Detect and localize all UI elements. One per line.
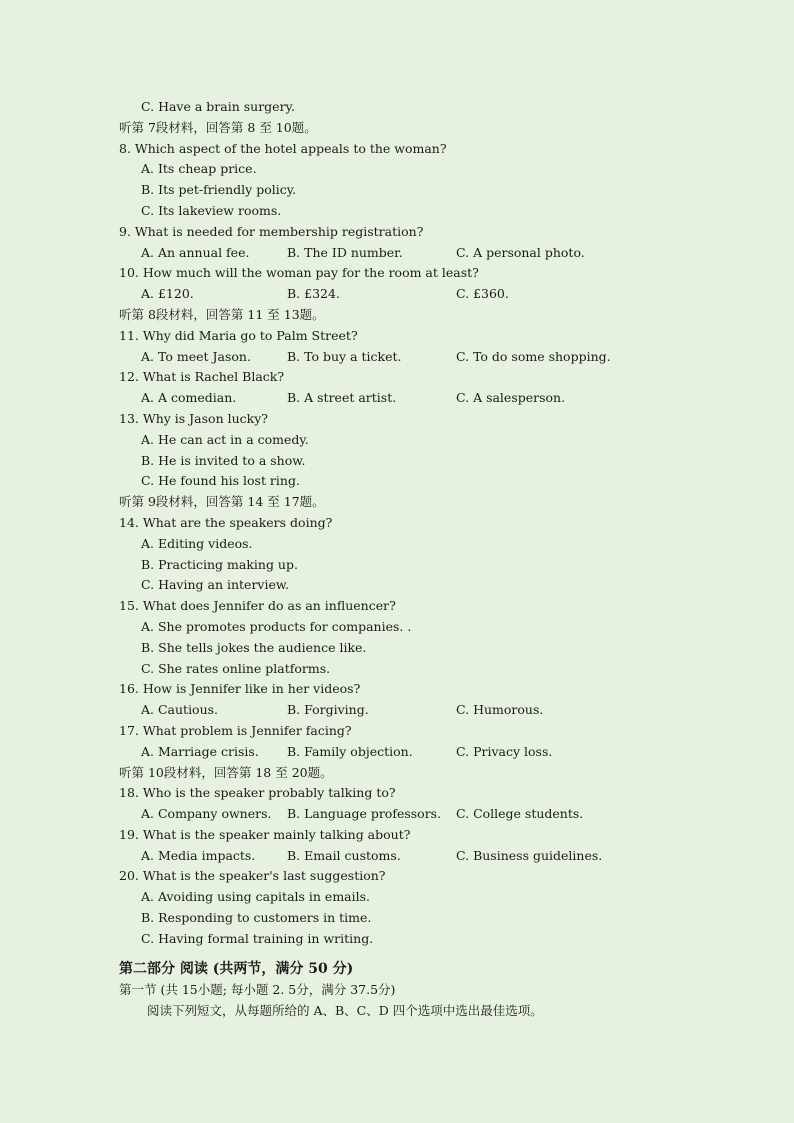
answer-option: C. He found his lost ring.: [141, 473, 300, 489]
option-c: C. A salesperson.: [456, 390, 566, 406]
option-a: A. £120.: [141, 286, 194, 302]
material-heading: 听第 8段材料，回答第 11 至 13题。: [119, 306, 325, 322]
option-b: B. The ID number.: [287, 244, 403, 260]
answer-option: A. He can act in a comedy.: [141, 431, 309, 447]
question-text: 10. How much will the woman pay for the room at least?: [119, 265, 479, 281]
option-b: B. Email customs.: [287, 847, 401, 863]
option-row: [119, 846, 719, 867]
answer-option: A. Editing videos.: [141, 535, 253, 551]
answer-option: C. Having formal training in writing.: [141, 930, 374, 946]
option-c: C. Business guidelines.: [456, 847, 603, 863]
answer-option: A. Avoiding using capitals in emails.: [141, 889, 371, 905]
answer-option: C. She rates online platforms.: [141, 660, 331, 676]
option-b: B. Family objection.: [287, 743, 413, 759]
option-b: B. A street artist.: [287, 390, 397, 406]
reading-section: [119, 958, 719, 1022]
option-b: B. Language professors.: [287, 806, 442, 822]
option-a: A. An annual fee.: [141, 244, 250, 260]
option-c: C. Privacy loss.: [456, 743, 553, 759]
question-text: 19. What is the speaker mainly talking about?: [119, 826, 411, 842]
option-a: A. To meet Jason.: [141, 348, 251, 364]
question-text: 14. What are the speakers doing?: [119, 514, 333, 530]
section-one-heading: 第一节 (共 15小题; 每小题 2. 5分，满分 37.5分): [119, 982, 396, 997]
option-b: B. £324.: [287, 286, 340, 302]
option-a: A. Cautious.: [141, 702, 219, 718]
option-c: C. A personal photo.: [456, 244, 585, 260]
question-text: 8. Which aspect of the hotel appeals to the woman?: [119, 140, 447, 156]
option-b: B. Forgiving.: [287, 702, 369, 718]
answer-option: B. He is invited to a show.: [141, 452, 306, 468]
option-row: [119, 284, 719, 305]
reading-instruction: 阅读下列短文，从每题所给的 A、B、C、D 四个选项中选出最佳选项。: [147, 1002, 543, 1018]
question-text: 16. How is Jennifer like in her videos?: [119, 681, 361, 697]
question-text: 9. What is needed for membership registration?: [119, 223, 424, 239]
answer-option: B. Responding to customers in time.: [141, 910, 372, 926]
question-text: 15. What does Jennifer do as an influencer?: [119, 598, 396, 614]
part-two-title: 第二部分 阅读 (共两节，满分 50 分): [119, 961, 354, 977]
question-text: 13. Why is Jason lucky?: [119, 410, 268, 426]
question-text: 18. Who is the speaker probably talking to?: [119, 785, 396, 801]
option-c: C. To do some shopping.: [456, 348, 611, 364]
answer-option: A. She promotes products for companies. .: [141, 618, 412, 634]
answer-option: B. Practicing making up.: [141, 556, 298, 572]
material-heading: 听第 9段材料，回答第 14 至 17题。: [119, 494, 325, 510]
question-text: 17. What problem is Jennifer facing?: [119, 722, 352, 738]
listening-section: [119, 97, 719, 950]
option-row: [119, 804, 719, 825]
option-c: C. College students.: [456, 806, 584, 822]
option-row: [119, 347, 719, 368]
option-row: [119, 742, 719, 763]
answer-option: C. Have a brain surgery.: [141, 99, 295, 114]
option-a: A. A comedian.: [141, 390, 237, 406]
answer-option: B. Its pet-friendly policy.: [141, 182, 297, 198]
option-a: A. Company owners.: [141, 806, 272, 822]
option-row: [119, 388, 719, 409]
material-heading: 听第 7段材料，回答第 8 至 10题。: [119, 119, 317, 135]
option-c: C. Humorous.: [456, 702, 544, 718]
question-text: 11. Why did Maria go to Palm Street?: [119, 327, 358, 343]
question-text: 12. What is Rachel Black?: [119, 369, 285, 385]
answer-option: C. Having an interview.: [141, 577, 290, 593]
option-row: [119, 243, 719, 264]
answer-option: B. She tells jokes the audience like.: [141, 639, 367, 655]
option-a: A. Marriage crisis.: [141, 743, 259, 759]
option-row: [119, 700, 719, 721]
question-text: 20. What is the speaker's last suggestion?: [119, 868, 386, 884]
answer-option: C. Its lakeview rooms.: [141, 202, 282, 218]
option-b: B. To buy a ticket.: [287, 348, 402, 364]
material-heading: 听第 10段材料，回答第 18 至 20题。: [119, 764, 333, 780]
option-c: C. £360.: [456, 286, 509, 302]
option-a: A. Media impacts.: [141, 847, 256, 863]
answer-option: A. Its cheap price.: [141, 161, 257, 177]
